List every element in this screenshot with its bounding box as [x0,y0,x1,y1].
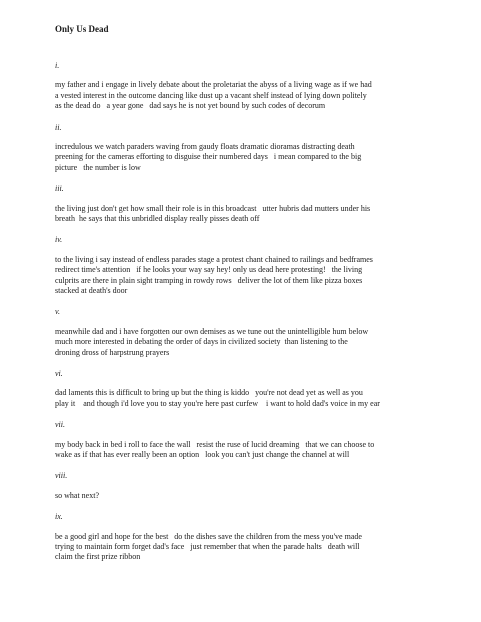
poem-section [55,184,470,224]
text-line: the living just don't get how small their role is in this broadcast utter hubris dad mutters under his [55,203,371,213]
text-line: wake as if that has ever really been an option look you can't just change the channel at will [55,450,350,460]
section-numeral: iii. [55,184,64,194]
poem-section [55,512,470,563]
section-numeral: ix. [55,512,63,522]
section-numeral: ii. [55,122,62,132]
section-numeral: v. [55,307,60,317]
text-line: claim the first prize ribbon [55,552,141,562]
text-line: my father and i engage in lively debate about the proletariat the abyss of a living wage as if we had [55,80,372,90]
poem-section [55,307,470,358]
section-text [55,327,470,358]
text-line: my body back in bed i roll to face the wall resist the ruse of lucid dreaming that we can choose to [55,439,375,449]
section-text [55,388,470,409]
text-line: meanwhile dad and i have forgotten our own demises as we tune out the unintelligible hum below [55,326,369,336]
poem-sections [55,61,470,563]
text-line: redirect time's attention if he looks your way say hey! only us dead here protesting! the living [55,265,363,275]
text-line: play it and though i'd love you to stay you're here past curfew i want to hold dad's voice in my ear [55,398,380,408]
poem-title: Only Us Dead [55,24,109,34]
poem-section [55,420,470,460]
section-text [55,491,470,501]
poem-page [55,24,470,574]
section-numeral: viii. [55,471,68,481]
text-line: be a good girl and hope for the best do the dishes save the children from the mess you've made [55,531,362,541]
poem-section [55,61,470,112]
text-line: breath he says that this unbridled display really pisses death off [55,214,260,224]
section-numeral: i. [55,61,60,70]
text-line: preening for the cameras efforting to disguise their numbered days i mean compared to the big [55,152,362,162]
text-line: incredulous we watch paraders waving from gaudy floats dramatic dioramas distracting death [55,142,355,151]
text-line: as the dead do a year gone dad says he is not yet bound by such codes of decorum [55,101,326,111]
section-numeral: vii. [55,420,65,430]
poem-section [55,471,470,501]
section-text [55,255,470,297]
section-text [55,204,470,225]
section-numeral: iv. [55,235,63,245]
text-line: trying to maintain form forget dad's face just remember that when the parade halts death will [55,542,360,552]
text-line: droning dross of harpstrung prayers [55,347,170,357]
text-line: stacked at death's door [55,286,128,296]
text-line: picture the number is low [55,162,141,172]
section-text [55,440,470,461]
section-text [55,142,470,173]
text-line: to the living i say instead of endless parades stage a protest chant chained to railings and bedframes [55,254,373,264]
text-line: a vested interest in the outcome dancing like dust up a vacant shelf instead of lying down politely [55,90,367,100]
section-text [55,80,470,111]
poem-section [55,123,470,174]
text-line: dad laments this is difficult to bring up but the thing is kiddo you're not dead yet as well as you [55,388,363,398]
text-line: culprits are there in plain sight tramping in rowdy rows deliver the lot of them like pizza boxes [55,275,363,285]
text-line: so what next? [55,490,99,500]
section-numeral: vi. [55,369,63,379]
section-text [55,532,470,563]
poem-section [55,369,470,409]
text-line: much more interested in debating the order of days in civilized society than listening to the [55,337,348,347]
poem-section [55,235,470,296]
